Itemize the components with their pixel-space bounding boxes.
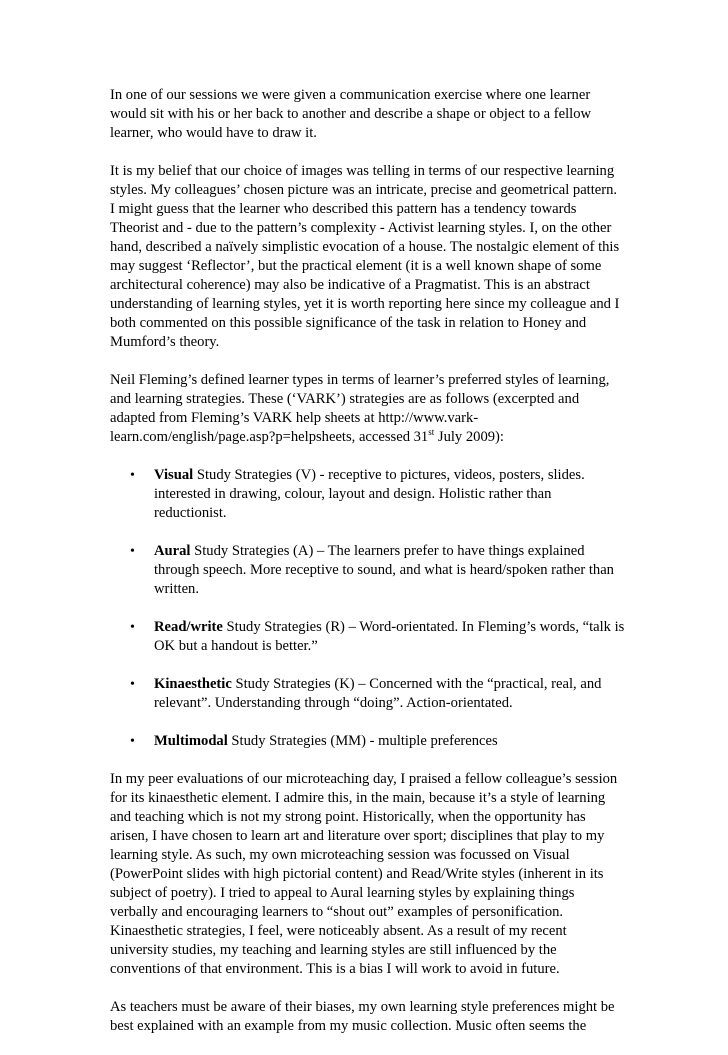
bullet-icon: • [130,544,135,559]
list-item-read-write [110,618,625,656]
strategy-term: Read/write [154,619,223,635]
paragraph-exercise: In one of our sessions we were given a communication exercise where one learner would sit with his or her back to another and describe a shape or object to a fellow learner, who would have to draw it. [110,87,592,141]
strategy-term: Multimodal [154,733,228,749]
bullet-icon: • [130,734,135,749]
list-item-kinaesthetic [110,675,625,713]
list-item-multimodal [110,732,625,751]
bullet-icon: • [130,677,135,692]
strategy-term: Kinaesthetic [154,676,232,692]
paragraph-vark-intro [110,371,625,447]
bullet-icon: • [130,468,135,483]
ordinal-suffix: st [428,427,435,438]
bullet-icon: • [130,620,135,635]
strategy-description: Study Strategies (R) – Word-orientated. In Fleming’s words, “talk is OK but a handout is better.” [154,619,625,654]
paragraph-peer-evaluation: In my peer evaluations of our microteaching day, I praised a fellow colleague’s session for its kinaesthetic element. I admire this, in the main, because it’s a style of learning and teaching which is not my strong point. Historically, when the opportunity has arisen, I have chosen to learn art and literature over sport; disciplines that play to my learning style. As such, my own microteaching session was focussed on Visual (PowerPoint slides with high pictorial content) and Read/Write styles (inherent in its subject of poetry). I tried to appeal to Aural learning styles by explaining things verbally and encouraging learners to “shout out” examples of personification. Kinaesthetic strategies, I feel, were noticeably absent. As a result of my recent university studies, my teaching and learning styles are still influenced by the conventions of that environment. This is a bias I will work to avoid in future. [110,771,618,977]
list-item-aural [110,542,625,599]
vark-intro-date: July 2009): [434,429,504,445]
list-item-visual [110,466,625,523]
vark-strategy-list [110,466,625,751]
vark-intro-text: Neil Fleming’s defined learner types in terms of learner’s preferred styles of learning, and learning strategies. These (‘VARK’) strategies are as follows (excerpted and adapted from Fleming’s VARK help sheets at http://www.vark-learn.com/english/page.asp?p=helpsheets, accessed 31 [110,372,610,445]
strategy-description: Study Strategies (K) – Concerned with the “practical, real, and relevant”. Understanding through “doing”. Action-orientated. [154,676,602,711]
document-page [110,86,625,1055]
strategy-description: Study Strategies (A) – The learners prefer to have things explained through speech. More receptive to sound, and what is heard/spoken rather than written. [154,543,614,597]
paragraph-learning-styles: It is my belief that our choice of images was telling in terms of our respective learning styles. My colleagues’ chosen picture was an intricate, precise and geometrical pattern. I might guess that the learner who described this pattern has a tendency towards Theorist and - due to the pattern’s complexity - Activist learning styles. I, on the other hand, described a naïvely simplistic evocation of a house. The nostalgic element of this may suggest ‘Reflector’, but the practical element (it is a well known shape of some architectural coherence) may also be indicative of a Pragmatist. This is an abstract understanding of learning styles, yet it is worth reporting here since my colleague and I both commented on this possible significance of the task in relation to Honey and Mumford’s theory. [110,163,620,350]
strategy-term: Aural [154,543,191,559]
strategy-term: Visual [154,467,194,483]
paragraph-music-example: As teachers must be aware of their biases, my own learning style preferences might be best explained with an example from my music collection. Music often seems the [110,999,615,1034]
strategy-description: Study Strategies (V) - receptive to pictures, videos, posters, slides. interested in drawing, colour, layout and design. Holistic rather than reductionist. [154,467,585,521]
strategy-description: Study Strategies (MM) - multiple preferences [227,733,498,749]
